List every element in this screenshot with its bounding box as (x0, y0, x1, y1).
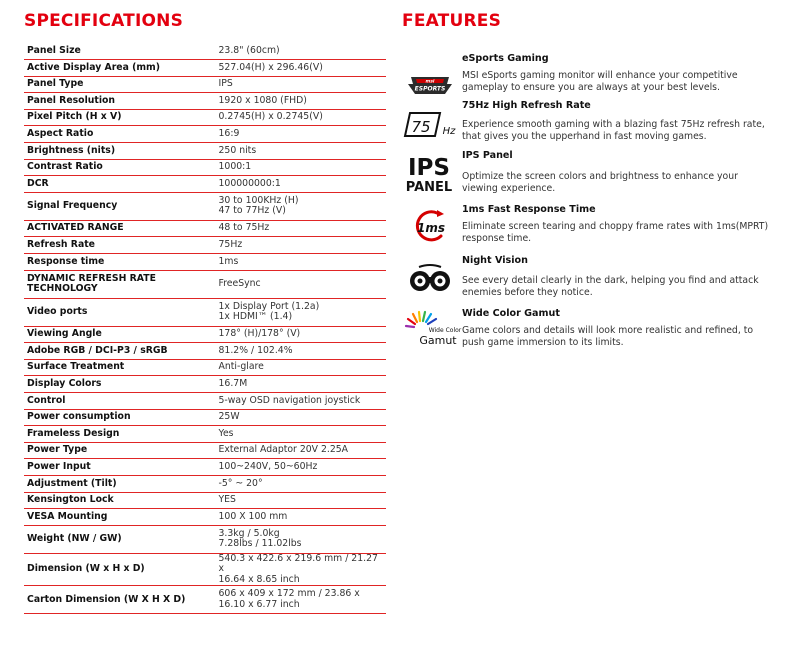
refresh-rate-icon (402, 104, 458, 144)
spec-value: 100 X 100 mm (215, 509, 386, 526)
spec-row (24, 220, 386, 237)
spec-value: FreeSync (215, 270, 386, 298)
spec-label: Weight (NW / GW) (24, 525, 215, 553)
spec-label: Pixel Pitch (H x V) (24, 109, 215, 126)
spec-value: 30 to 100KHz (H) 47 to 77Hz (V) (215, 192, 386, 220)
spec-value: 527.04(H) x 296.46(V) (215, 60, 386, 77)
specifications-heading: SPECIFICATIONS (24, 11, 184, 31)
spec-label: DYNAMIC REFRESH RATE TECHNOLOGY (24, 270, 215, 298)
spec-value: IPS (215, 76, 386, 93)
spec-value: 23.8" (60cm) (215, 43, 386, 60)
spec-row (24, 159, 386, 176)
features-heading: FEATURES (402, 11, 502, 31)
spec-label: Contrast Ratio (24, 159, 215, 176)
spec-label: Viewing Angle (24, 326, 215, 343)
spec-label: Adobe RGB / DCI-P3 / sRGB (24, 343, 215, 360)
spec-row (24, 475, 386, 492)
spec-row (24, 525, 386, 553)
spec-label: Panel Resolution (24, 93, 215, 110)
spec-value: 100000000:1 (215, 176, 386, 193)
spec-row (24, 270, 386, 298)
spec-label: Response time (24, 254, 215, 271)
color-gamut-icon (402, 308, 462, 350)
spec-label: Signal Frequency (24, 192, 215, 220)
spec-row (24, 509, 386, 526)
feature-title: 1ms Fast Response Time (462, 204, 596, 215)
response-time-icon (402, 206, 458, 246)
spec-label: Panel Size (24, 43, 215, 60)
ips-panel-icon (402, 151, 458, 195)
feature-description: Optimize the screen colors and brightness to enhance your viewing experience. (462, 171, 738, 195)
feature-title: IPS Panel (462, 150, 513, 161)
refresh-rate-number: 75 (411, 118, 431, 136)
spec-value: 178° (H)/178° (V) (215, 326, 386, 343)
spec-row (24, 326, 386, 343)
spec-label: Panel Type (24, 76, 215, 93)
spec-value: YES (215, 492, 386, 509)
spec-label: Control (24, 393, 215, 410)
spec-value: 48 to 75Hz (215, 220, 386, 237)
spec-label: Surface Treatment (24, 359, 215, 376)
spec-row (24, 426, 386, 443)
spec-value: 1000:1 (215, 159, 386, 176)
spec-row (24, 237, 386, 254)
spec-label: Dimension (W x H x D) (24, 553, 215, 586)
spec-value: 100~240V, 50~60Hz (215, 459, 386, 476)
spec-row (24, 442, 386, 459)
refresh-rate-unit: Hz (442, 126, 456, 137)
spec-value: 0.2745(H) x 0.2745(V) (215, 109, 386, 126)
spec-value: 250 nits (215, 143, 386, 160)
specifications-table (24, 43, 386, 614)
spec-row (24, 192, 386, 220)
spec-row (24, 553, 386, 586)
spec-label: Brightness (nits) (24, 143, 215, 160)
spec-value: -5° ~ 20° (215, 475, 386, 492)
ips-panel-icon-subtext: PANEL (405, 180, 453, 195)
spec-value: 3.3kg / 5.0kg 7.28lbs / 11.02lbs (215, 525, 386, 553)
spec-row (24, 60, 386, 77)
spec-label: ACTIVATED RANGE (24, 220, 215, 237)
feature-description: See every detail clearly in the dark, helping you find and attack enemies before they notice. (462, 275, 759, 299)
spec-label: Power Input (24, 459, 215, 476)
spec-label: Power consumption (24, 409, 215, 426)
spec-label: Carton Dimension (W X H X D) (24, 586, 215, 614)
spec-value: 5-way OSD navigation joystick (215, 393, 386, 410)
spec-value: 1x Display Port (1.2a) 1x HDMI™ (1.4) (215, 298, 386, 326)
spec-label: Display Colors (24, 376, 215, 393)
response-time-icon-text: 1ms (417, 221, 445, 235)
spec-row (24, 393, 386, 410)
spec-row (24, 298, 386, 326)
spec-row (24, 586, 386, 614)
spec-value: 81.2% / 102.4% (215, 343, 386, 360)
spec-value: External Adaptor 20V 2.25A (215, 442, 386, 459)
spec-value: Anti-glare (215, 359, 386, 376)
spec-value: 16.7M (215, 376, 386, 393)
spec-row (24, 359, 386, 376)
spec-row (24, 254, 386, 271)
spec-row (24, 143, 386, 160)
color-gamut-icon-text: Gamut (419, 334, 457, 347)
spec-value: Yes (215, 426, 386, 443)
color-gamut-icon-caption: Wide Color (428, 327, 462, 334)
feature-description: MSI eSports gaming monitor will enhance your competitive gameplay to ensure you are always at your best levels. (462, 70, 738, 94)
esports-logo-icon (402, 65, 458, 105)
feature-description: Experience smooth gaming with a blazing fast 75Hz refresh rate, that gives you the upperhand in fast moving games. (462, 119, 765, 143)
spec-value: 606 x 409 x 172 mm / 23.86 x 16.10 x 6.77 inch (215, 586, 386, 614)
spec-row (24, 376, 386, 393)
spec-label: VESA Mounting (24, 509, 215, 526)
spec-row (24, 459, 386, 476)
spec-value: 1920 x 1080 (FHD) (215, 93, 386, 110)
feature-title: Wide Color Gamut (462, 308, 560, 319)
spec-row (24, 492, 386, 509)
spec-value: 1ms (215, 254, 386, 271)
feature-title: 75Hz High Refresh Rate (462, 100, 591, 111)
spec-value: 25W (215, 409, 386, 426)
spec-label: Frameless Design (24, 426, 215, 443)
spec-value: 75Hz (215, 237, 386, 254)
spec-label: Refresh Rate (24, 237, 215, 254)
spec-label: Aspect Ratio (24, 126, 215, 143)
esports-logo-text: ESPORTS (414, 85, 446, 93)
spec-row (24, 176, 386, 193)
spec-label: Video ports (24, 298, 215, 326)
spec-value: 540.3 x 422.6 x 219.6 mm / 21.27 x 16.64 x 8.65 inch (215, 553, 386, 586)
ips-panel-icon-text: IPS (408, 155, 450, 181)
spec-value: 16:9 (215, 126, 386, 143)
spec-label: Adjustment (Tilt) (24, 475, 215, 492)
feature-description: Eliminate screen tearing and choppy frame rates with 1ms(MPRT) response time. (462, 221, 769, 245)
night-vision-icon (402, 257, 458, 297)
spec-row (24, 76, 386, 93)
feature-title: eSports Gaming (462, 53, 549, 64)
spec-label: DCR (24, 176, 215, 193)
feature-description: Game colors and details will look more realistic and refined, to push game immersion to its limits. (462, 325, 754, 349)
spec-label: Kensington Lock (24, 492, 215, 509)
feature-title: Night Vision (462, 255, 528, 266)
spec-row (24, 109, 386, 126)
spec-row (24, 409, 386, 426)
spec-row (24, 93, 386, 110)
spec-row (24, 43, 386, 60)
esports-logo-brand: msi (425, 79, 435, 85)
spec-row (24, 343, 386, 360)
spec-label: Active Display Area (mm) (24, 60, 215, 77)
spec-label: Power Type (24, 442, 215, 459)
spec-row (24, 126, 386, 143)
